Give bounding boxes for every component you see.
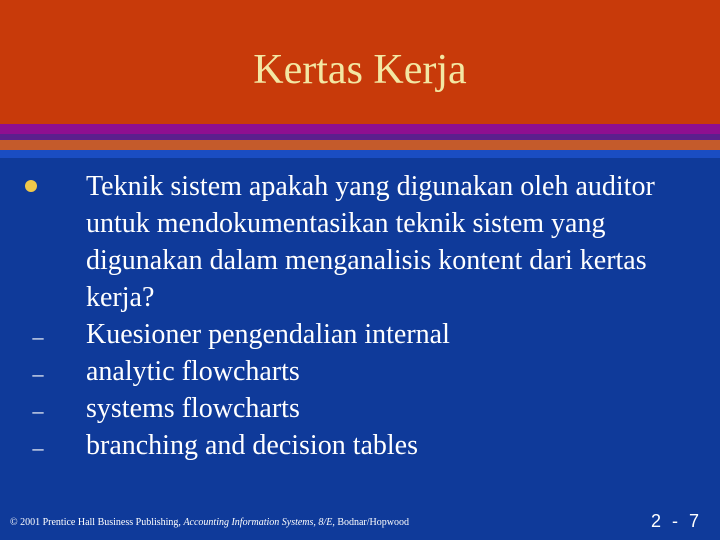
dash-icon: –: [32, 435, 44, 460]
dash-icon: –: [32, 361, 44, 386]
list-item: [0, 316, 720, 353]
stripe-orange: [0, 140, 720, 150]
list-item: [0, 353, 720, 390]
copyright-text: [10, 517, 409, 528]
copyright-prefix: © 2001 Prentice Hall Business Publishing,: [10, 517, 181, 528]
list-item-text: branching and decision tables: [86, 430, 419, 461]
book-title: Accounting Information Systems, 8/E: [183, 517, 333, 528]
stripe-blue: [0, 150, 720, 158]
list-item: [0, 427, 720, 464]
decorative-stripes: [0, 124, 720, 158]
list-item-text: Kuesioner pengendalian internal: [86, 319, 450, 350]
list-item-text: systems flowcharts: [86, 393, 300, 424]
list-item-text: analytic flowcharts: [86, 356, 300, 387]
copyright-suffix: , Bodnar/Hopwood: [332, 517, 409, 528]
bullet-dot-icon: [25, 180, 37, 192]
list-item-text: Teknik sistem apakah yang digunakan oleh auditor untuk mendokumentasikan teknik sistem yang digunakan dalam menganalisis kontent dari kertas kerja?: [86, 171, 655, 313]
slide-title: Kertas Kerja: [253, 47, 467, 93]
list-item: [0, 390, 720, 427]
list-item: [0, 168, 720, 316]
page-number: 2 - 7: [650, 511, 702, 531]
stripe-magenta: [0, 124, 720, 134]
dash-icon: –: [32, 398, 44, 423]
title-banner: [0, 0, 720, 124]
slide-footer: [8, 508, 712, 532]
dash-icon: –: [32, 324, 44, 349]
bullet-list: [0, 168, 720, 464]
